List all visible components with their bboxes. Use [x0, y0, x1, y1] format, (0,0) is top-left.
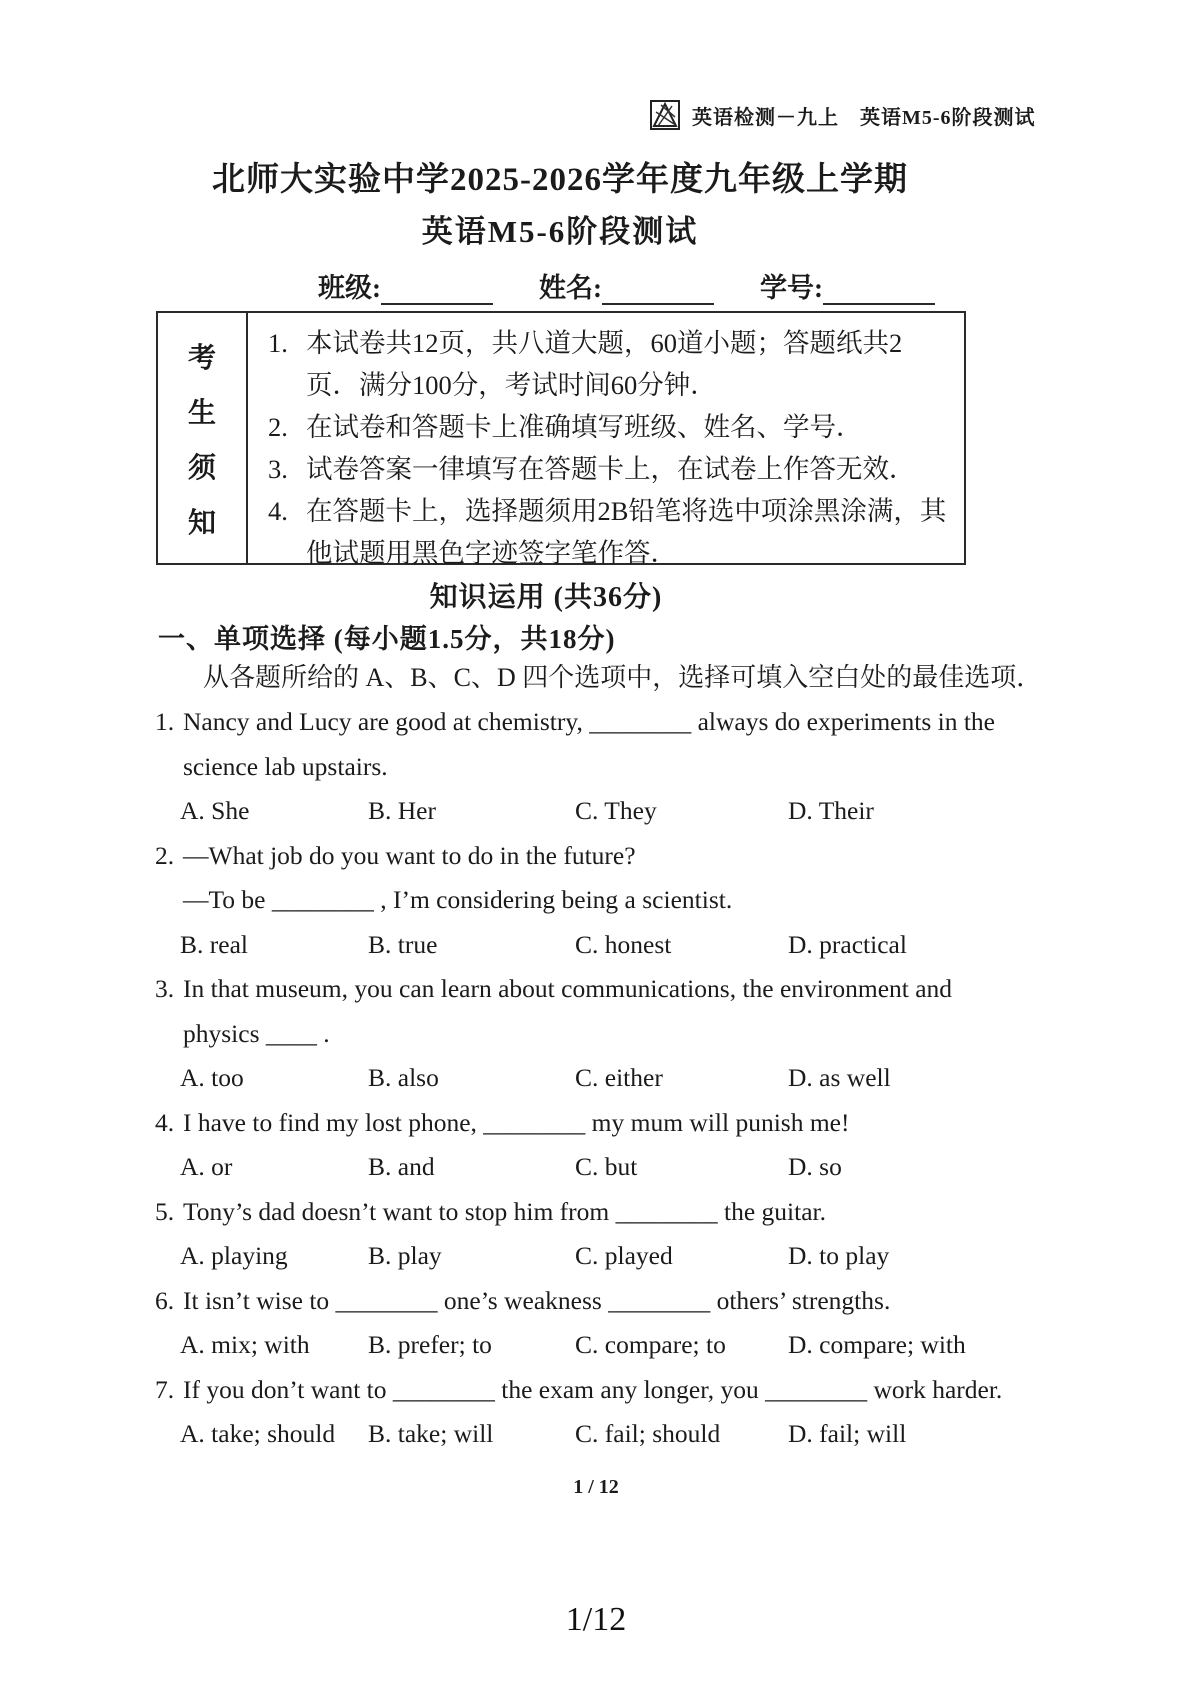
exam-title-line1: 北师大实验中学2025-2026学年度九年级上学期: [212, 162, 908, 198]
option-b: B. also: [368, 1063, 439, 1092]
option-b: B. true: [368, 929, 438, 959]
notice-side-char: 知: [187, 507, 216, 539]
question-1: [155, 700, 1060, 834]
option-c: C. either: [575, 1063, 663, 1092]
option-a: A. take; should: [180, 1419, 336, 1448]
student-id-blank: [823, 277, 935, 305]
notice-items: [248, 313, 964, 568]
question-number: 5.: [155, 1196, 175, 1226]
notice-item-text: 在试卷和答题卡上准确填写班级、姓名、学号．: [306, 412, 863, 442]
question-2: [155, 834, 1060, 968]
question-6: [155, 1279, 1060, 1368]
question-number: 1.: [155, 707, 175, 736]
option-d: D. fail; will: [788, 1419, 907, 1448]
notice-side-label: [158, 313, 248, 563]
question-text-cont: —To be ________ , I’m considering being a scientist.: [183, 885, 733, 914]
notice-side-char: 考: [187, 342, 216, 374]
notice-side-char: 须: [187, 452, 216, 484]
class-label: 班级:: [318, 273, 381, 303]
question-text: It isn’t wise to ________ one’s weakness ________ others’ strengths.: [183, 1285, 891, 1315]
question-text: If you don’t want to ________ the exam any longer, you ________ work harder.: [183, 1374, 1003, 1404]
option-b: B. and: [368, 1152, 435, 1181]
option-c: C. but: [575, 1152, 638, 1181]
question-text-cont: physics ____ .: [183, 1018, 330, 1048]
question-options: [155, 789, 1060, 834]
question-number: 2.: [155, 840, 175, 870]
option-a: A. or: [180, 1152, 233, 1181]
notice-item: [268, 448, 954, 490]
question-text: —What job do you want to do in the future?: [183, 840, 636, 870]
notice-item-number: 4.: [268, 496, 288, 526]
question-3: [155, 967, 1060, 1101]
option-d: D. practical: [788, 929, 907, 959]
option-b: B. Her: [368, 796, 436, 825]
notice-item-number: 3.: [268, 454, 288, 484]
question-text: In that museum, you can learn about communications, the environment and: [183, 974, 953, 1003]
question-text: I have to find my lost phone, ________ my mum will punish me!: [183, 1107, 850, 1137]
question-text: Nancy and Lucy are good at chemistry, ________ always do experiments in the: [183, 707, 995, 736]
running-header: [650, 100, 1036, 130]
question-options: [155, 1056, 1060, 1101]
question-options: [155, 1412, 1060, 1457]
question-7: [155, 1368, 1060, 1457]
option-c: C. honest: [575, 929, 672, 959]
option-a: A. playing: [180, 1241, 288, 1270]
option-d: D. compare; with: [788, 1330, 966, 1359]
name-label: 姓名:: [539, 273, 602, 303]
question-list: [155, 700, 1060, 1457]
notice-item-text: 在答题卡上，选择题须用2B铅笔将选中项涂黑涂满，其他试题用黑色字迹签字笔作答．: [306, 496, 947, 568]
part-title: 一、单项选择 (每小题1.5分，共18分): [158, 624, 616, 654]
notice-item: [268, 322, 954, 406]
option-d: D. as well: [788, 1063, 891, 1092]
running-header-text: 英语检测－九上 英语M5-6阶段测试: [692, 106, 1036, 129]
option-c: C. compare; to: [575, 1330, 726, 1359]
section-title: 知识运用 (共36分): [429, 582, 663, 613]
class-blank: [381, 277, 493, 305]
option-a: B. real: [180, 929, 248, 959]
question-options: [155, 923, 1060, 968]
question-text: Tony’s dad doesn’t want to stop him from ________ the guitar.: [183, 1196, 826, 1226]
notice-item-text: 本试卷共12页，共八道大题，60道小题；答题纸共2页．满分100分，考试时间60分钟．: [306, 328, 903, 400]
option-c: C. fail; should: [575, 1419, 721, 1448]
student-id-label: 学号:: [760, 273, 823, 303]
option-a: A. mix; with: [180, 1330, 310, 1359]
option-b: B. prefer; to: [368, 1330, 492, 1359]
school-logo-icon: [650, 100, 680, 130]
document-page-number: 1 / 12: [573, 1476, 619, 1498]
option-d: D. to play: [788, 1241, 890, 1270]
part-instruction: 从各题所给的 A、B、C、D 四个选项中，选择可填入空白处的最佳选项．: [203, 663, 1043, 692]
question-number: 7.: [155, 1374, 175, 1404]
viewer-page-indicator: 1/12: [565, 1601, 627, 1638]
option-a: A. too: [180, 1063, 244, 1092]
exam-title-line2: 英语M5-6阶段测试: [421, 214, 699, 249]
option-d: D. so: [788, 1152, 842, 1181]
notice-item-number: 2.: [268, 412, 288, 442]
examinee-notice-box: [156, 311, 966, 568]
question-number: 6.: [155, 1285, 175, 1315]
question-options: [155, 1323, 1060, 1368]
question-text-cont: science lab upstairs.: [183, 751, 388, 781]
name-blank: [602, 277, 714, 305]
notice-item: [268, 406, 954, 448]
notice-side-char: 生: [187, 397, 216, 429]
question-4: [155, 1101, 1060, 1190]
notice-item-number: 1.: [268, 328, 288, 358]
option-b: B. take; will: [368, 1419, 494, 1448]
notice-item-text: 试卷答案一律填写在答题卡上，在试卷上作答无效．: [306, 454, 916, 484]
option-c: C. They: [575, 796, 657, 825]
option-b: B. play: [368, 1241, 442, 1270]
student-info-row: [318, 266, 935, 305]
question-number: 3.: [155, 974, 175, 1003]
question-number: 4.: [155, 1107, 175, 1137]
question-5: [155, 1190, 1060, 1279]
question-options: [155, 1145, 1060, 1190]
option-a: A. She: [180, 796, 250, 825]
notice-item: [268, 490, 954, 574]
question-options: [155, 1234, 1060, 1279]
option-d: D. Their: [788, 796, 874, 825]
option-c: C. played: [575, 1241, 673, 1270]
